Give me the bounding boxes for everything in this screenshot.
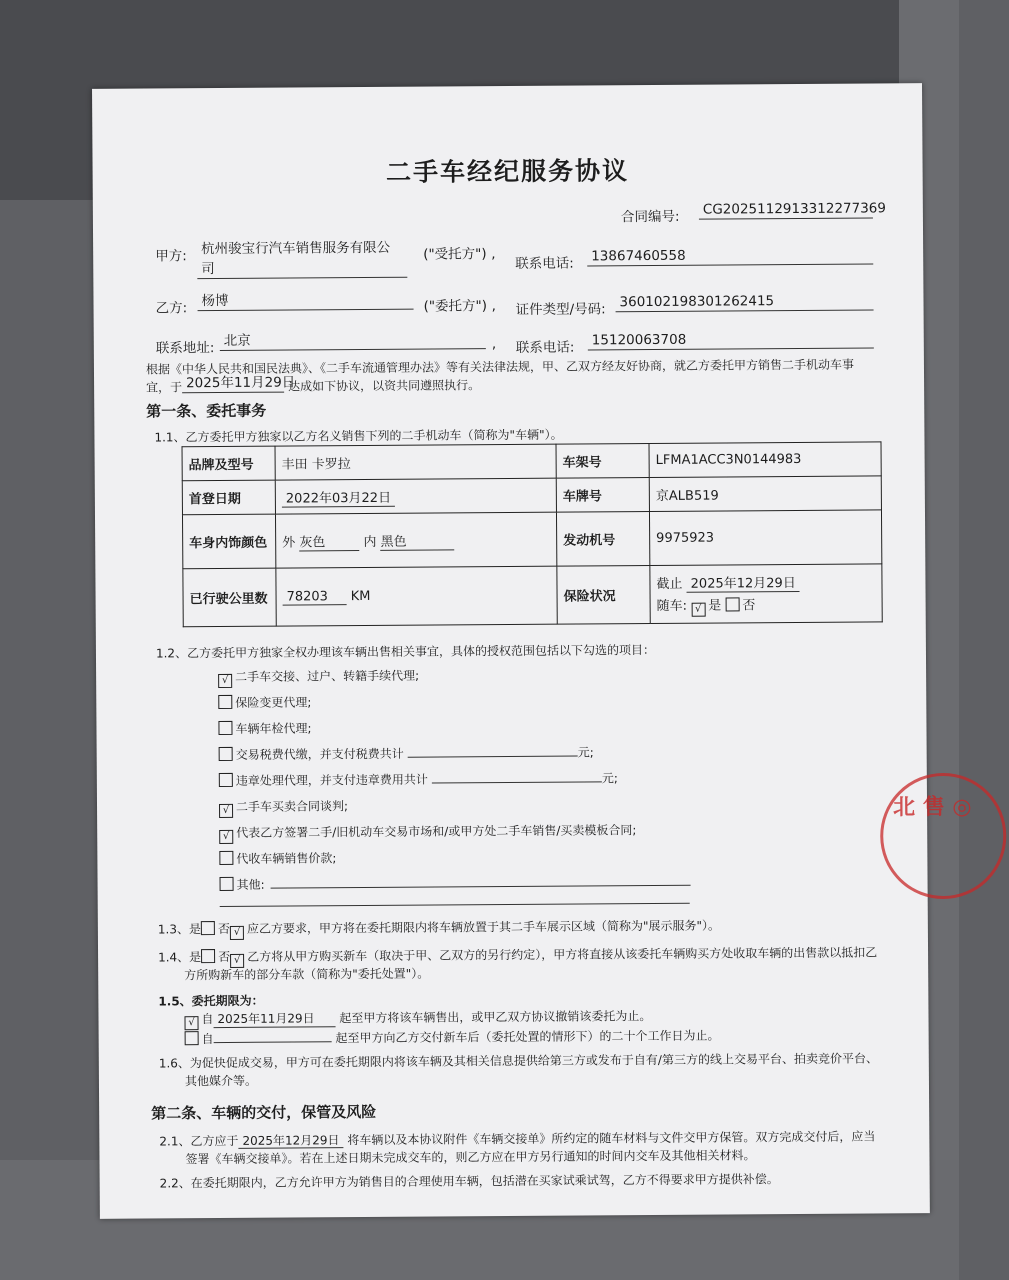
brand-label: 品牌及型号 xyxy=(182,446,275,481)
option-transfer xyxy=(218,667,419,688)
reg-date: 2022年03月22日 xyxy=(282,491,395,508)
outer-color-label: 外 xyxy=(282,534,296,551)
outer-color: 灰色 xyxy=(299,531,359,551)
clause-1-6-cont: 其他媒介等。 xyxy=(184,1073,258,1089)
c21-text: 将车辆以及本协议附件《车辆交接单》所约定的随车材料与文件交甲方保管。双方完成交付后，应当 xyxy=(347,1129,876,1148)
c13-no-checkbox[interactable]: √ xyxy=(230,926,244,940)
option-inspection-label: 车辆年检代理; xyxy=(235,721,312,736)
party-a-name-line1: 杭州骏宝行汽车销售服务有限公 xyxy=(201,239,391,258)
vehicle-table xyxy=(182,441,883,627)
party-b-role: ("委托方") xyxy=(423,298,488,315)
term-a-date: 2025年11月29日 xyxy=(213,1009,335,1028)
clause-2-1 xyxy=(159,1127,875,1149)
option-insurance-label: 保险变更代理; xyxy=(235,695,312,710)
insurance-label: 保险状况 xyxy=(557,566,650,625)
clause-2-2: 2.2、在委托期限内，乙方允许甲方为销售目的合理使用车辆，包括潜在买家试乘试驾，乙方不得要求甲方提供补偿。 xyxy=(159,1172,779,1191)
reg-date-label: 首登日期 xyxy=(182,480,275,515)
option-sign xyxy=(219,821,636,844)
term-b-text: 起至甲方向乙方交付新车后（委托处置的情形下）的二十个工作日为止。 xyxy=(335,1028,720,1046)
clause-1-5: 1.5、委托期限为： xyxy=(158,993,264,1009)
c21-start: 2.1、乙方应于 xyxy=(159,1133,239,1149)
other-blank-2[interactable] xyxy=(220,903,690,907)
color-label: 车身内饰颜色 xyxy=(182,514,275,569)
plate: 京ALB519 xyxy=(649,476,881,512)
option-other-checkbox[interactable] xyxy=(220,877,234,891)
party-b-phone-label: 联系电话: xyxy=(515,339,575,356)
address-label: 联系地址: xyxy=(155,340,215,357)
option-other-label: 其他: xyxy=(236,877,265,892)
option-negotiation xyxy=(219,797,348,818)
company-seal-stamp xyxy=(880,773,1007,900)
term-a-text: 起至甲方将该车辆售出，或甲乙双方协议撤销该委托为止。 xyxy=(339,1009,652,1026)
clause-1-1: 1.1、乙方委托甲方独家以乙方名义销售下列的二手机动车（简称为"车辆"）。 xyxy=(154,427,563,445)
engine-label: 发动机号 xyxy=(556,512,649,567)
option-other xyxy=(220,873,691,893)
tax-amount-blank[interactable] xyxy=(408,756,578,758)
article-1-title: 第一条、委托事务 xyxy=(146,401,267,421)
option-sign-label: 代表乙方签署二手/旧机动车交易市场和/或甲方处二手车销售/买卖模板合同; xyxy=(236,823,637,840)
party-a-phone-label: 联系电话: xyxy=(515,255,574,272)
c14-yes-checkbox[interactable] xyxy=(201,949,215,963)
mileage-unit: KM xyxy=(350,588,371,604)
party-a-name-line2: 司 xyxy=(197,259,407,279)
clause-1-3 xyxy=(158,917,720,941)
tax-yuan: 元; xyxy=(577,745,594,760)
c14-no-checkbox[interactable]: √ xyxy=(230,954,244,968)
id-label: 证件类型/号码: xyxy=(515,301,606,318)
c14-no-label: 否 xyxy=(218,949,231,965)
mileage-label: 已行驶公里数 xyxy=(183,568,276,627)
option-collect xyxy=(219,849,336,867)
clause-1-4-cont: 方所购新车的部分车款（简称为"委托处置"）。 xyxy=(184,966,430,983)
party-b-id: 360102198301262415 xyxy=(615,291,873,312)
option-collect-checkbox[interactable] xyxy=(219,851,233,865)
party-b-comma: , xyxy=(491,298,496,315)
insurance-until: 2025年12月29日 xyxy=(687,575,800,592)
party-a-role: ("受托方") xyxy=(423,246,487,263)
option-sign-checkbox[interactable]: √ xyxy=(219,830,233,844)
term-b-checkbox[interactable] xyxy=(185,1031,199,1045)
violation-amount-blank[interactable] xyxy=(432,781,602,783)
party-b-label: 乙方: xyxy=(155,300,188,317)
with-car-yes-label: 是 xyxy=(708,598,722,614)
other-blank-1[interactable] xyxy=(271,885,691,889)
violation-yuan: 元; xyxy=(601,771,618,786)
brand: 丰田 卡罗拉 xyxy=(275,444,556,480)
option-collect-label: 代收车辆销售价款; xyxy=(236,851,337,866)
intro-line-2-start: 宜，于 xyxy=(146,380,183,395)
option-violation-label: 违章处理代理，并支付违章费用共计 xyxy=(235,772,428,788)
c13-yes-label: 1.3、是 xyxy=(157,922,202,937)
plate-label: 车牌号 xyxy=(556,478,649,513)
document-title: 二手车经纪服务协议 xyxy=(385,156,630,187)
article-2-title: 第二条、车辆的交付，保管及风险 xyxy=(151,1102,377,1123)
option-negotiation-checkbox[interactable]: √ xyxy=(219,804,233,818)
inner-color-label: 内 xyxy=(363,534,377,550)
intro-line-1: 根据《中华人民共和国民法典》、《二手车流通管理办法》等有关法律法规，甲、乙双方经友好协商，就乙方委托甲方销售二手机动车事 xyxy=(145,357,855,377)
option-violation-checkbox[interactable] xyxy=(219,773,233,787)
vin-label: 车架号 xyxy=(556,444,649,479)
engine-no: 9975923 xyxy=(649,510,881,566)
c13-yes-checkbox[interactable] xyxy=(201,921,215,935)
term-b-from: 自 xyxy=(201,1032,214,1047)
option-tax-checkbox[interactable] xyxy=(219,747,233,761)
inner-color: 黑色 xyxy=(381,530,455,551)
party-b-phone: 15120063708 xyxy=(588,329,874,350)
clause-1-2: 1.2、乙方委托甲方独家全权办理该车辆出售相关事宜，具体的授权范围包括以下勾选的项目： xyxy=(155,642,656,661)
with-car-no-checkbox[interactable] xyxy=(725,597,739,611)
c14-text: 乙方将从甲方购买新车（取决于甲、乙双方的另行约定），甲方将直接从该委托车辆购买方处收取车辆的出售款以抵扣乙 xyxy=(247,945,878,964)
clause-1-6: 1.6、为促快促成交易，甲方可在委托期限内将该车辆及其相关信息提供给第三方或发布于自有/第三方的线上交易平台、拍卖竞价平台、 xyxy=(158,1051,878,1071)
insurance-until-label: 截止 xyxy=(656,576,683,592)
option-negotiation-label: 二手车买卖合同谈判; xyxy=(235,799,349,814)
term-a-checkbox[interactable]: √ xyxy=(184,1016,198,1030)
term-a-from: 自 xyxy=(201,1012,214,1027)
term-b-date-blank[interactable] xyxy=(214,1041,332,1043)
option-transfer-checkbox[interactable]: √ xyxy=(218,674,232,688)
party-b-name: 杨博 xyxy=(197,291,413,312)
option-inspection-checkbox[interactable] xyxy=(218,721,232,735)
party-a-label: 甲方: xyxy=(155,248,187,265)
option-tax-label: 交易税费代缴，并支付税费共计 xyxy=(235,746,404,762)
term-option-b xyxy=(185,1027,720,1048)
option-transfer-label: 二手车交接、过户、转籍手续代理; xyxy=(235,668,420,684)
c21-date: 2025年12月29日 xyxy=(238,1133,343,1149)
stamp-text: 北 售 ◎ xyxy=(892,794,972,821)
c14-yes-label: 1.4、是 xyxy=(158,950,202,965)
intro-line-2-end: 达成如下协议，以资共同遵照执行。 xyxy=(288,378,481,394)
option-inspection xyxy=(218,719,311,737)
option-insurance-checkbox[interactable] xyxy=(218,695,232,709)
party-a-comma: , xyxy=(491,246,496,263)
address-comma: , xyxy=(491,336,497,353)
with-car-yes-checkbox[interactable]: √ xyxy=(691,602,705,616)
contract-no-label: 合同编号: xyxy=(620,208,680,226)
c13-text: 应乙方要求，甲方将在委托期限内将车辆放置于其二手车展示区域（简称为"展示服务"）。 xyxy=(246,918,721,936)
option-insurance xyxy=(218,693,311,711)
contract-paper xyxy=(92,83,972,1219)
party-a-phone: 13867460558 xyxy=(587,245,873,266)
clause-2-1-cont: 签署《车辆交接单》。若在上述日期未完成交车的，则乙方应在甲方另行通知的时间内交车及其他相关材料。 xyxy=(185,1148,756,1167)
with-car-no-label: 否 xyxy=(742,597,756,613)
c13-no-label: 否 xyxy=(217,921,231,937)
option-violation xyxy=(219,769,618,789)
address: 北京 xyxy=(220,330,486,351)
vin: LFMA1ACC3N0144983 xyxy=(649,442,881,478)
with-car-label: 随车: xyxy=(656,598,688,614)
option-tax xyxy=(219,743,594,763)
contract-no: CG20251129133122773​69 xyxy=(699,199,873,219)
intro-date: 2025年11月29日 xyxy=(182,374,284,394)
mileage: 78203 xyxy=(283,589,347,605)
